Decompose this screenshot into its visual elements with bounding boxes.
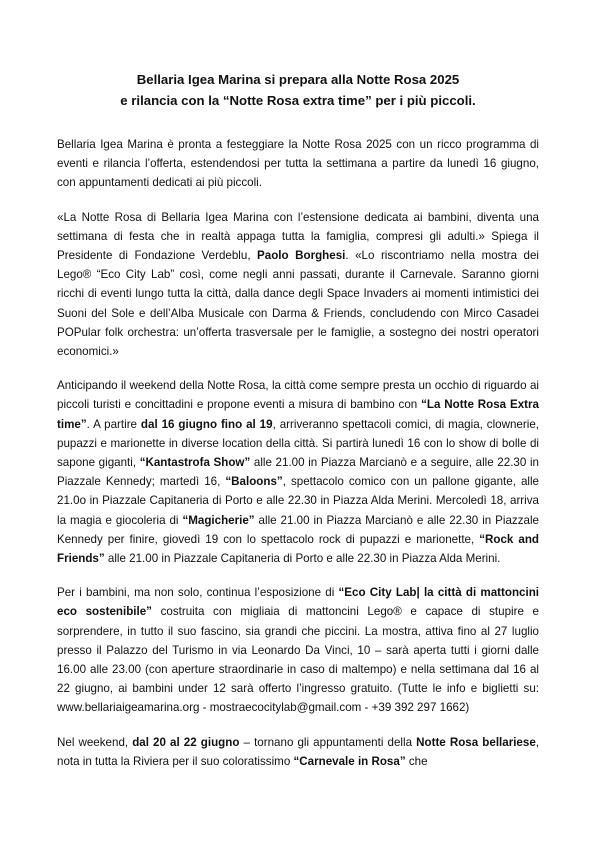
- text-run: «La Notte Rosa di Bellaria Igea Marina con l’estensione dedicata ai bambini, diventa una settimana di festa che in realtà appaga tutta la famiglia, compresi gli adulti.» Spiega il Presidente di Fondazione Verdeblu,: [57, 210, 539, 263]
- text-run: Anticipando il weekend della Notte Rosa, la città come sempre presta un occhio di riguardo ai piccoli turisti e concittadini e propone eventi a misura di bambino con: [57, 379, 539, 412]
- paragraph: [57, 583, 539, 717]
- document-body: [57, 135, 539, 771]
- text-run: , arriveranno spettacoli comici, di magia, clownerie, pupazzi e marionette in diverse location della città. Si partirà lunedì 16 con lo show di bolle di sapone giganti,: [57, 417, 539, 470]
- bold-text-run: “La Notte Rosa Extra time”: [57, 398, 539, 431]
- bold-text-run: Notte Rosa bellariese: [416, 735, 536, 749]
- bold-text-run: dal 20 al 22 giugno: [132, 735, 240, 749]
- bold-text-run: dal 16 giugno fino al 19: [140, 417, 273, 431]
- text-run: . A partire: [86, 417, 141, 431]
- text-run: alle 21.00 in Piazzale Capitaneria di Porto e alle 22.30 in Piazza Alda Merini.: [104, 552, 501, 566]
- text-run: alle 21.00 in Piazza Marcianò e alle 22.30 in Piazzale Kennedy per finire, giovedì 19 con lo spettacolo rock di pupazzi e marionette,: [57, 513, 539, 546]
- text-run: , spettacolo comico con un pallone gigante, alle 21.0o in Piazzale Capitaneria di Porto e alle 22.30 in Piazza Alda Merini. Mercoledì 18, arriva la magia e giocoleria di: [57, 475, 539, 527]
- text-run: Nel weekend,: [57, 735, 133, 749]
- bold-text-run: “Kantastrofa Show”: [139, 456, 251, 470]
- paragraph: [57, 208, 539, 362]
- text-run: costruita con migliaia di mattoncini Lego® e capace di stupire e sorprendere, in tutto il suo fascino, sia grandi che piccini. La mostra, attiva fino al 27 luglio presso il Palazzo del Turismo in via Leonardo Da Vinci, 10 – sarà aperta tutti i giorni dalle 16.00 alle 23.00 (con aperture straordinarie in caso di maltempo) e nella settimana dal 16 al 22 giugno, ai bambini under 12 sarà offerto l’ingresso gratuito. (Tutte le info e biglietti su: www.bellariaigeamarina.org - mostraecocitylab@gmail.com - +39 392 297 1662): [57, 605, 539, 715]
- document-title: [57, 70, 539, 111]
- text-run: che: [405, 754, 428, 768]
- bold-text-run: “Rock and Friends”: [57, 532, 539, 566]
- text-run: alle 21.00 in Piazza Marcianò e a seguire, alle 22.30 in Piazzale Kennedy; martedì 16,: [57, 456, 539, 489]
- text-run: , nota in tutta la Riviera per il suo coloratissimo: [57, 735, 540, 768]
- bold-text-run: “Eco City Lab| la città di mattoncini eco sostenibile”: [57, 586, 539, 619]
- title-line-1: Bellaria Igea Marina si prepara alla Notte Rosa 2025: [136, 72, 460, 87]
- text-run: – tornano gli appuntamenti della: [239, 735, 417, 749]
- title-line-2: e rilancia con la “Notte Rosa extra time” per i più piccoli.: [120, 92, 476, 108]
- bold-text-run: “Carnevale in Rosa”: [293, 754, 406, 768]
- text-run: Per i bambini, ma non solo, continua l’esposizione di: [57, 586, 339, 600]
- paragraph: [57, 135, 539, 193]
- bold-text-run: “Baloons”: [225, 475, 283, 489]
- text-run: . «Lo riscontriamo nella mostra dei Lego® “Eco City Lab” così, come negli anni passati, durante il Carnevale. Saranno giorni ricchi di eventi lungo tutta la città, dalla dance degli Space Invaders ai momenti intimistici dei Suoni del Sole e dell’Alba Musicale con Darma & Friends, concludendo con Mirco Casadei POPular folk orchestra: un’offerta trasversale per le famiglie, a sostegno dei nostri operatori economici.»: [57, 249, 539, 359]
- bold-text-run: “Magicherie”: [182, 513, 255, 527]
- paragraph: [57, 376, 539, 568]
- text-run: Bellaria Igea Marina è pronta a festeggiare la Notte Rosa 2025 con un ricco programma di eventi e rilancia l’offerta, estendendosi per tutta la settimana a partire da lunedì 16 giugno, con appuntamenti dedicati ai più piccoli.: [57, 138, 539, 190]
- bold-text-run: Paolo Borghesi: [257, 249, 346, 263]
- paragraph: [57, 733, 539, 771]
